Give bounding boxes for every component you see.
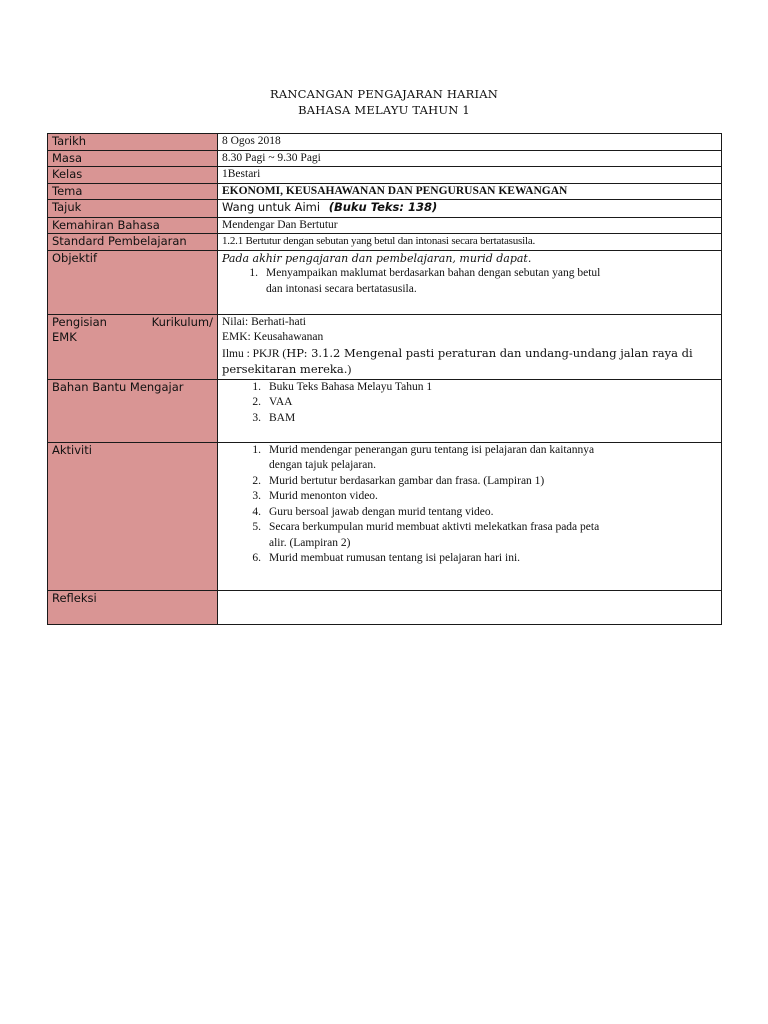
pengisian-label-b: Kurikulum/	[151, 314, 213, 329]
value-tema: EKONOMI, KEUSAHAWANAN DAN PENGURUSAN KEWANGAN	[218, 183, 722, 200]
value-masa: 8.30 Pagi ~ 9.30 Pagi	[218, 150, 722, 167]
list-text-line: Secara berkumpulan murid membuat aktivti melekatkan frasa pada peta	[269, 521, 600, 533]
row-tarikh	[48, 134, 722, 151]
row-pengisian	[48, 314, 722, 379]
row-masa	[48, 150, 722, 167]
aktiviti-list	[222, 443, 717, 567]
list-text	[269, 443, 594, 474]
row-refleksi	[48, 590, 722, 624]
list-number: 4.	[252, 505, 261, 518]
pengisian-emk: EMK: Keusahawanan	[222, 331, 324, 343]
list-number: 2.	[252, 396, 261, 408]
list-text: Buku Teks Bahasa Melayu Tahun 1	[269, 380, 433, 393]
value-objektif	[218, 250, 722, 314]
label-refleksi: Refleksi	[48, 590, 218, 624]
list-text-line: dan intonasi secara bertatasusila.	[266, 282, 417, 295]
row-bahan	[48, 379, 722, 442]
label-masa: Masa	[48, 150, 218, 167]
label-pengisian	[48, 314, 218, 379]
label-objektif: Objektif	[48, 250, 218, 314]
pengisian-ilmu-d: )	[347, 364, 352, 376]
pengisian-label-a: Pengisian	[52, 314, 107, 329]
list-number: 6.	[252, 552, 261, 564]
list-number: 5.	[252, 521, 261, 533]
value-kemahiran: Mendengar Dan Bertutur	[218, 217, 722, 234]
list-item	[222, 380, 717, 396]
row-tema	[48, 183, 722, 200]
row-kemahiran	[48, 217, 722, 234]
list-item	[222, 505, 717, 521]
pengisian-ilmu	[222, 346, 717, 363]
pengisian-ilmu-a: Ilmu : PKJR (	[222, 347, 287, 360]
list-number: 2.	[252, 474, 261, 487]
label-bahan: Bahan Bantu Mengajar	[48, 379, 218, 442]
list-number: 3.	[252, 490, 261, 502]
list-item	[222, 395, 717, 411]
objektif-list	[222, 266, 717, 297]
value-standard: 1.2.1 Bertutur dengan sebutan yang betul dan intonasi secara bertatasusila.	[218, 234, 722, 251]
objektif-intro: Pada akhir pengajaran dan pembelajaran, murid dapat.	[222, 251, 532, 265]
pengisian-label-c: EMK	[52, 330, 77, 344]
list-text: Guru bersoal jawab dengan murid tentang video.	[269, 505, 494, 518]
pengisian-ilmu-c: persekitaran mereka.	[222, 362, 348, 376]
list-item	[222, 520, 717, 551]
row-aktiviti	[48, 442, 722, 590]
label-aktiviti: Aktiviti	[48, 442, 218, 590]
list-item	[222, 266, 717, 297]
list-text: Murid menonton video.	[269, 490, 378, 502]
pengisian-nilai: Nilai: Berhati-hati	[222, 315, 306, 328]
list-text	[266, 266, 600, 297]
row-standard	[48, 234, 722, 251]
label-tema: Tema	[48, 183, 218, 200]
value-tarikh: 8 Ogos 2018	[218, 134, 722, 151]
label-kelas: Kelas	[48, 167, 218, 184]
document-title: RANCANGAN PENGAJARAN HARIAN	[270, 87, 498, 101]
list-item	[222, 551, 717, 567]
list-number: 1.	[249, 267, 258, 279]
pengisian-label-line	[52, 315, 213, 331]
list-text: Murid membuat rumusan tentang isi pelajaran hari ini.	[269, 552, 521, 564]
list-item	[222, 474, 717, 490]
list-number: 1.	[252, 443, 261, 456]
list-text-line: Menyampaikan maklumat berdasarkan bahan dengan sebutan yang betul	[266, 267, 601, 279]
list-item	[222, 489, 717, 505]
list-item	[222, 443, 717, 474]
document-subtitle: BAHASA MELAYU TAHUN 1	[298, 103, 470, 117]
list-text: Murid bertutur berdasarkan gambar dan frasa. (Lampiran 1)	[269, 474, 545, 487]
list-text: VAA	[269, 396, 293, 408]
row-objektif	[48, 250, 722, 314]
value-aktiviti	[218, 442, 722, 590]
page-header	[0, 86, 768, 118]
value-kelas: 1Bestari	[218, 167, 722, 184]
value-pengisian	[218, 314, 722, 379]
pengisian-ilmu-cont	[222, 362, 717, 379]
list-number: 1.	[252, 380, 261, 393]
bahan-list	[222, 380, 717, 427]
pengisian-ilmu-b: HP: 3.1.2 Mengenal pasti peraturan dan undang-undang jalan raya di	[286, 345, 693, 360]
tajuk-textbook-ref: (Buku Teks: 138)	[328, 200, 438, 214]
value-refleksi	[218, 590, 722, 624]
row-kelas	[48, 167, 722, 184]
label-kemahiran: Kemahiran Bahasa	[48, 217, 218, 234]
list-text	[269, 520, 599, 551]
list-number: 3.	[252, 411, 261, 424]
list-text-line: alir. (Lampiran 2)	[269, 536, 351, 549]
lesson-plan-table	[47, 133, 722, 625]
label-tarikh: Tarikh	[48, 134, 218, 151]
list-text: BAM	[269, 411, 296, 424]
value-tajuk	[218, 200, 722, 218]
list-text-line: dengan tajuk pelajaran.	[269, 459, 376, 471]
list-item	[222, 411, 717, 427]
row-tajuk	[48, 200, 722, 218]
label-tajuk: Tajuk	[48, 200, 218, 218]
label-standard: Standard Pembelajaran	[48, 234, 218, 251]
value-bahan	[218, 379, 722, 442]
list-text-line: Murid mendengar penerangan guru tentang isi pelajaran dan kaitannya	[269, 443, 595, 456]
tajuk-title: Wang untuk Aimi	[222, 200, 321, 214]
